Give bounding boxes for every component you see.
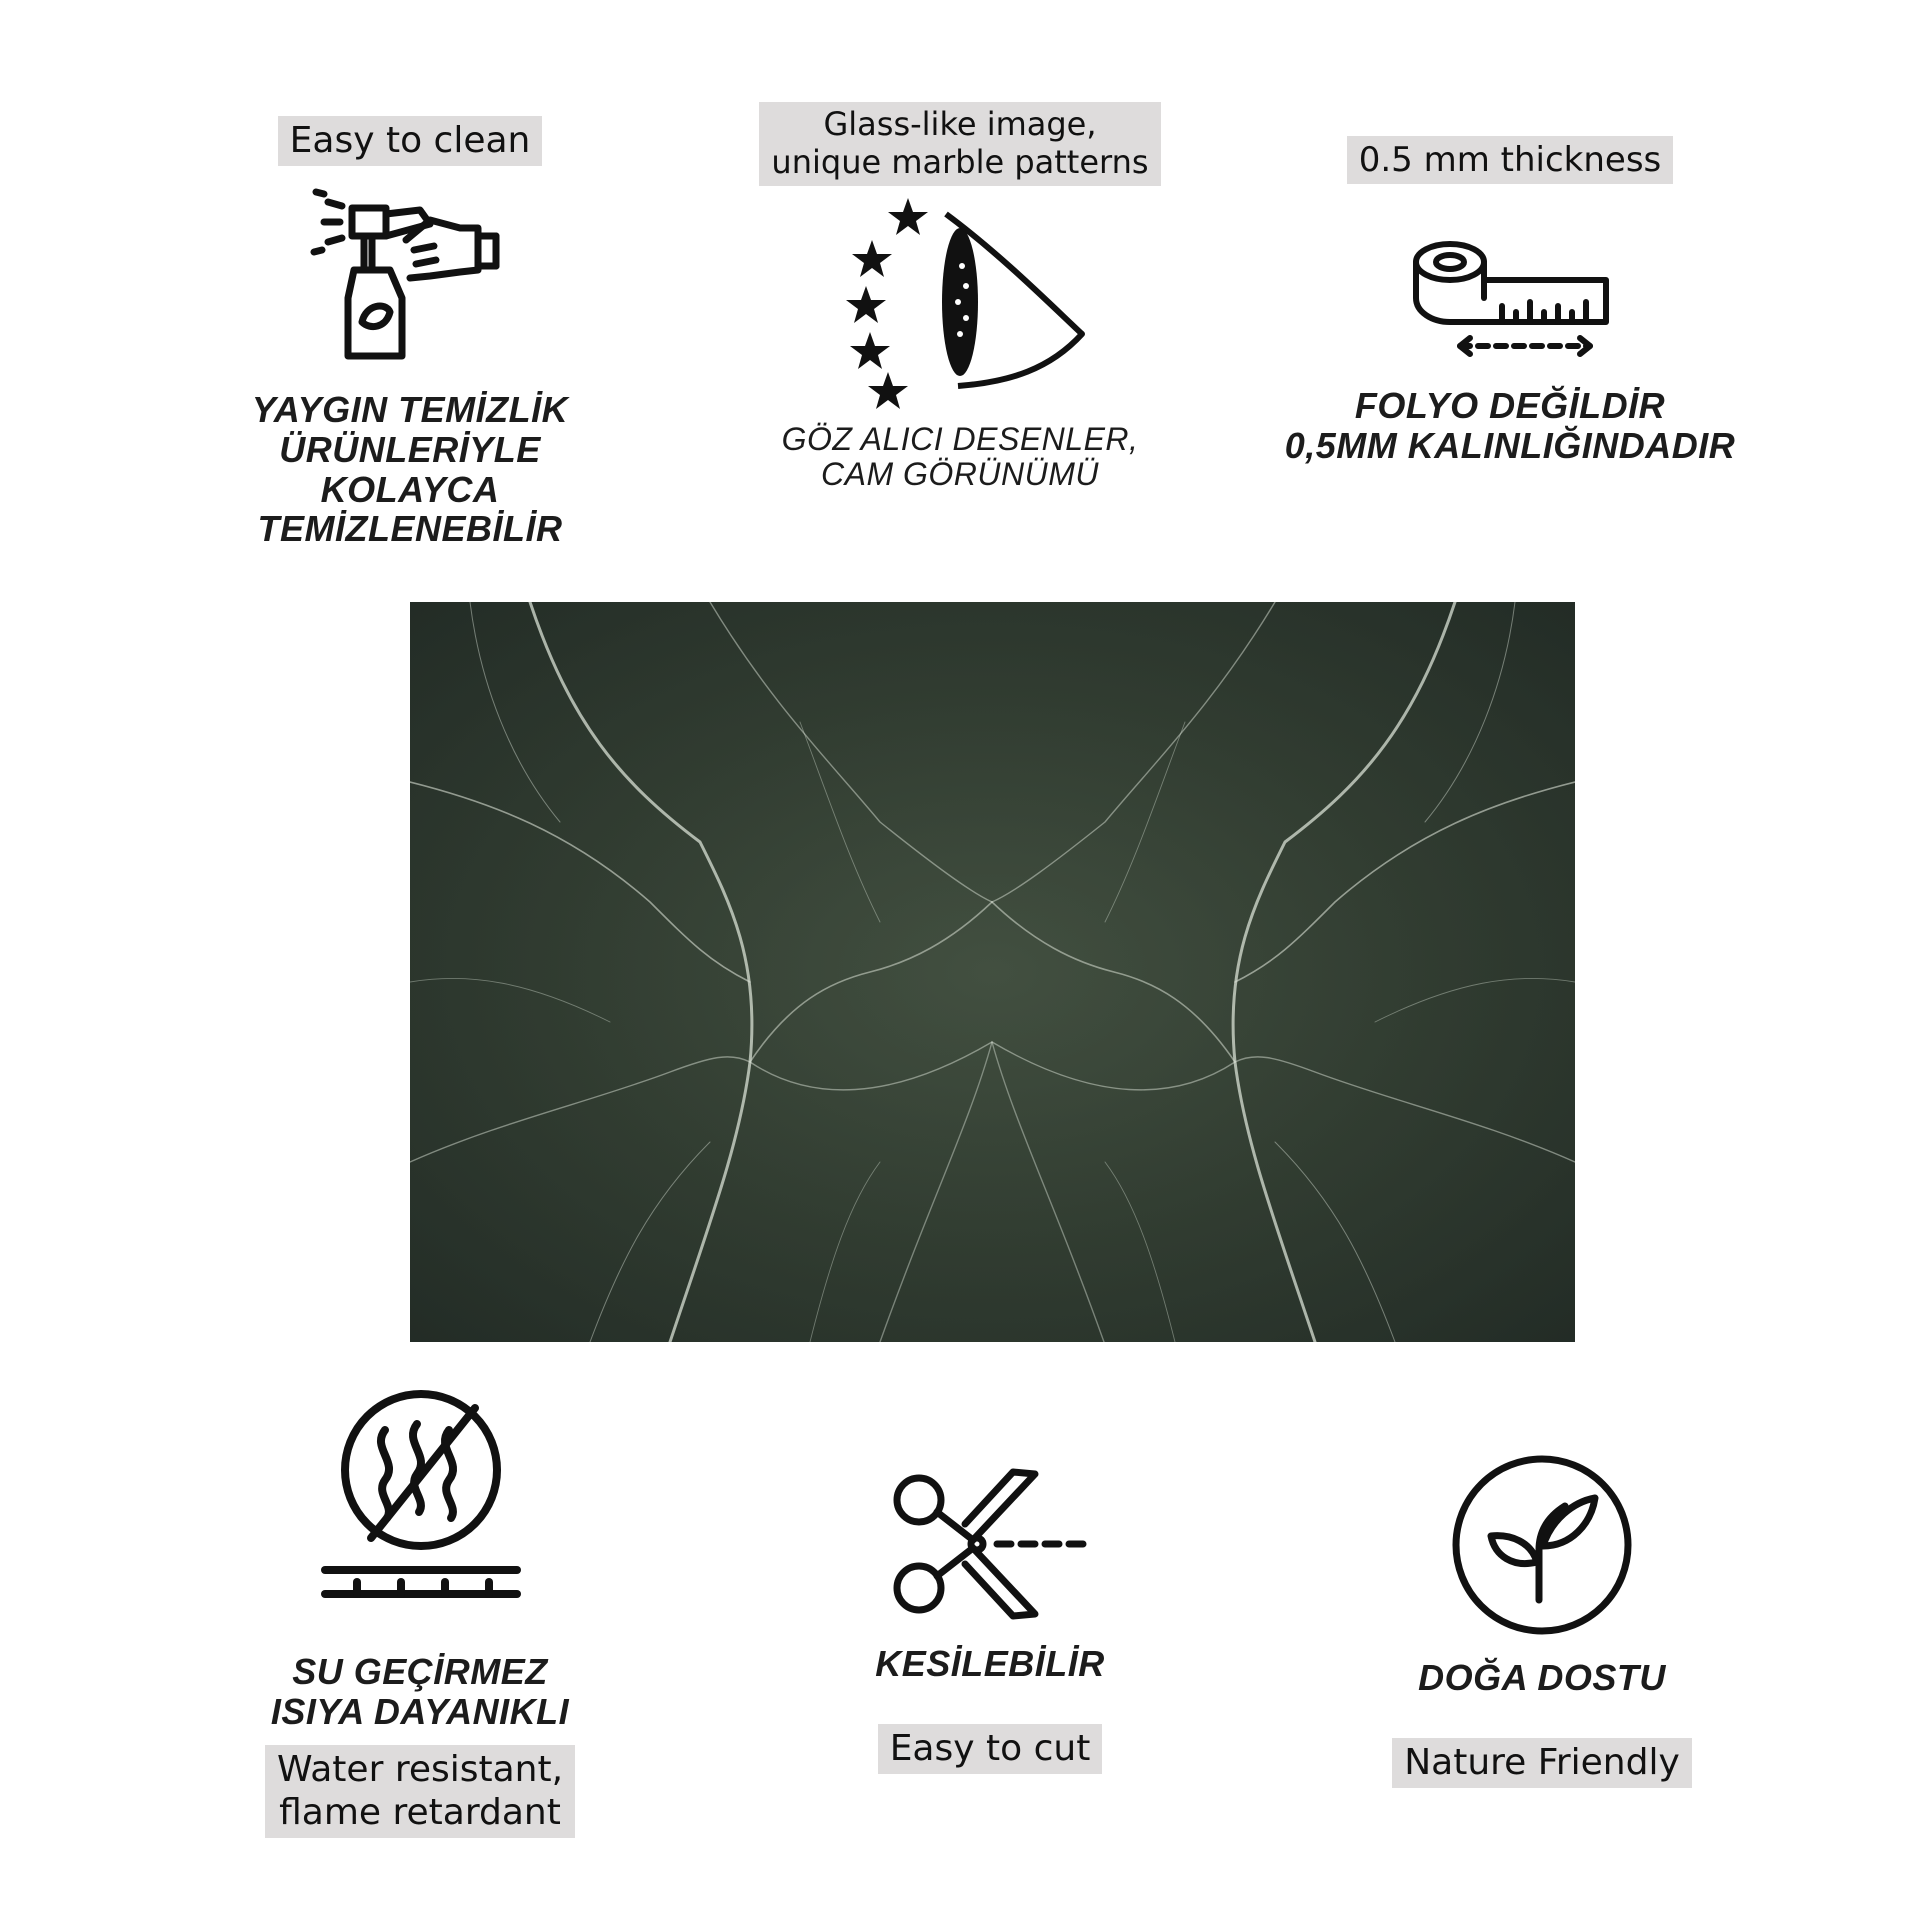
feature-nature-friendly bbox=[1262, 1450, 1822, 1788]
label-tr-goz-alici: GÖZ ALICI DESENLER, CAM GÖRÜNÜMÜ bbox=[781, 420, 1139, 492]
label-easy-to-cut: Easy to cut bbox=[878, 1724, 1103, 1774]
scissors-icon bbox=[885, 1464, 1095, 1624]
label-nature-friendly: Nature Friendly bbox=[1392, 1738, 1692, 1788]
measuring-tape-icon bbox=[1410, 232, 1610, 362]
label-tr-yaygin-temizlik: YAYGIN TEMİZLİK ÜRÜNLERİYLE KOLAYCA TEMİZLENEBİLİR bbox=[251, 389, 569, 550]
feature-easy-to-cut bbox=[710, 1464, 1270, 1774]
marble-veins bbox=[410, 602, 1575, 1342]
label-tr-doga-dostu: DOĞA DOSTU bbox=[1418, 1657, 1666, 1698]
spacer bbox=[1262, 1698, 1822, 1738]
feature-water-resistant bbox=[140, 1388, 700, 1838]
label-tr-kesilebilir: KESİLEBİLİR bbox=[875, 1643, 1105, 1684]
label-tr-folyo-degildir: FOLYO DEĞİLDİR 0,5MM KALINLIĞINDADIR bbox=[1284, 385, 1736, 466]
spacer bbox=[710, 1684, 1270, 1724]
feature-thickness bbox=[1230, 136, 1790, 465]
label-glass-like: Glass-like image, unique marble patterns bbox=[759, 102, 1160, 186]
leaf-icon bbox=[1447, 1450, 1637, 1640]
label-thickness: 0.5 mm thickness bbox=[1347, 136, 1674, 184]
feature-glass-like bbox=[680, 102, 1240, 492]
spray-bottle-icon bbox=[310, 180, 510, 370]
no-heat-icon bbox=[305, 1388, 535, 1608]
label-easy-to-clean: Easy to clean bbox=[278, 116, 543, 166]
marble-sample-image bbox=[410, 602, 1575, 1342]
feature-easy-to-clean bbox=[130, 116, 690, 549]
label-water-resistant: Water resistant, flame retardant bbox=[265, 1745, 575, 1838]
label-tr-su-gecirmez: SU GEÇİRMEZ ISIYA DAYANIKLI bbox=[270, 1651, 570, 1732]
glass-stars-icon bbox=[830, 194, 1090, 414]
